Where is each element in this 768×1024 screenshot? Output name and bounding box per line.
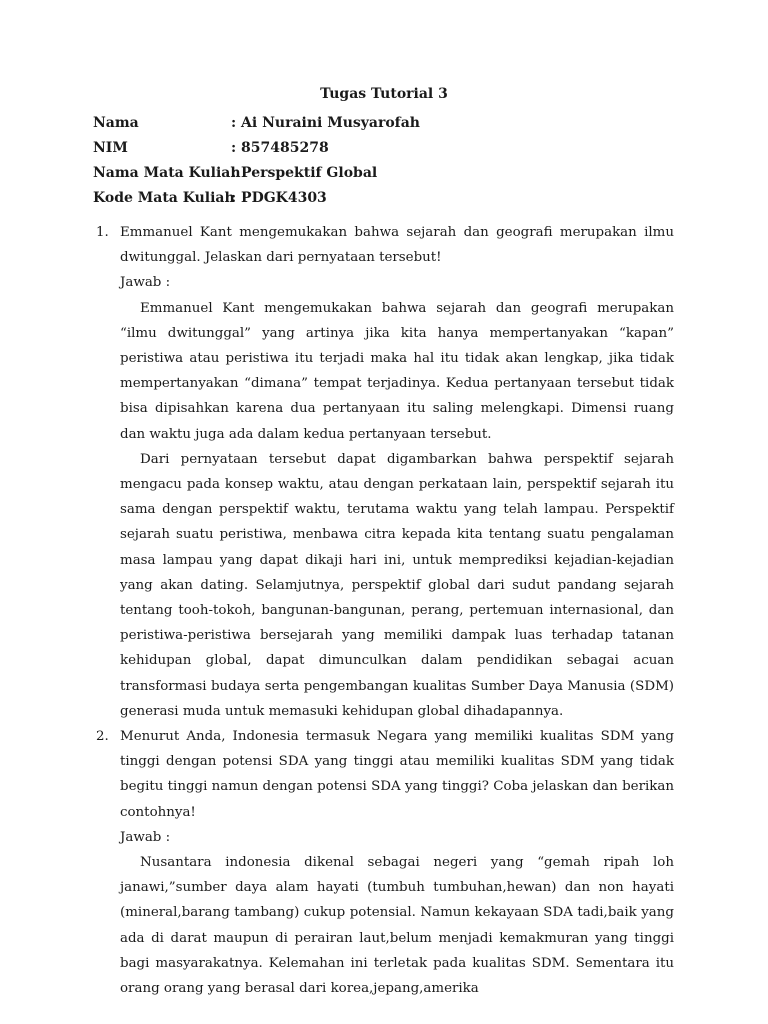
answer-paragraph: Emmanuel Kant mengemukakan bahwa sejarah dan geografi merupakan “ilmu dwitunggal” yang artinya jika kita hanya mempertanyakan “kapan” peristiwa atau peristiwa itu terjadi maka hal itu tidak akan lengkap, jika tidak mempertanyakan “dimana” tempat terjadinya. Kedua pertanyaan tersebut tidak bisa dipisahkan karena dua pertanyaan itu saling melengkapi. Dimensi ruang dan waktu juga ada dalam kedua pertanyaan tersebut.: [120, 300, 674, 442]
meta-value: : Perspektif Global: [231, 165, 378, 181]
question-number: 2.: [96, 729, 109, 745]
meta-value: : Ai Nuraini Musyarofah: [231, 115, 420, 131]
meta-row-course-name: [93, 161, 420, 186]
question-text: Menurut Anda, Indonesia termasuk Negara yang memiliki kualitas SDM yang tinggi dengan potensi SDA yang tinggi atau memiliki kualitas SDM yang tidak begitu tinggi namun dengan potensi SDA yang tinggi? Coba jelaskan dan berikan contohnya!: [120, 729, 674, 820]
answer-label: Jawab :: [120, 829, 171, 845]
question-1: [96, 220, 674, 724]
meta-value: : 857485278: [231, 140, 329, 156]
meta-label: Nama Mata Kuliah: [93, 165, 241, 181]
answer-paragraph: Dari pernyataan tersebut dapat digambarkan bahwa perspektif sejarah mengacu pada konsep waktu, atau dengan perkataan lain, perspektif sejarah itu sama dengan perspektif waktu, terutama waktu yang telah lampau. Perspektif sejarah suatu peristiwa, menbawa citra kepada kita tentang suatu pengalaman masa lampau yang dapat dikaji hari ini, untuk memprediksi kejadian-kejadian yang akan dating. Selamjutnya, perspektif global dari sudut pandang sejarah tentang tooh-tokoh, bangunan-bangunan, perang, pertemuan internasional, dan peristiwa-peristiwa bersejarah yang memiliki dampak luas terhadap tatanan kehidupan global, dapat dimunculkan dalam pendidikan sebagai acuan transformasi budaya serta pengembangan kualitas Sumber Daya Manusia (SDM) generasi muda untuk memasuki kehidupan global dihadapannya.: [120, 451, 674, 719]
meta-row-nama: [93, 111, 420, 136]
question-text: Emmanuel Kant mengemukakan bahwa sejarah dan geografi merupakan ilmu dwitunggal. Jelaskan dari pernyataan tersebut!: [120, 225, 674, 266]
question-number: 1.: [96, 225, 109, 240]
meta-row-nim: [93, 136, 420, 161]
document-body: [96, 220, 674, 1001]
meta-value: : PDGK4303: [231, 190, 327, 206]
identity-block: [93, 111, 420, 211]
question-2: [96, 724, 674, 1001]
meta-row-course-code: [93, 186, 420, 211]
answer-label: Jawab :: [120, 275, 171, 291]
answer-paragraph: Nusantara indonesia dikenal sebagai negeri yang “gemah ripah loh janawi,”sumber daya alam hayati (tumbuh tumbuhan,hewan) dan non hayati (mineral,barang tambang) cukup potensial. Namun kekayaan SDA tadi,baik yang ada di darat maupun di perairan laut,belum menjadi kemakmuran yang tinggi bagi masyarakatnya. Kelemahan ini terletak pada kualitas SDM. Sementara itu orang orang yang berasal dari korea,jepang,amerika: [120, 855, 674, 997]
document-title: Tugas Tutorial 3: [320, 86, 448, 102]
meta-label: Nama: [93, 115, 139, 131]
meta-label: Kode Mata Kuliah: [93, 190, 235, 206]
meta-label: NIM: [93, 140, 128, 156]
